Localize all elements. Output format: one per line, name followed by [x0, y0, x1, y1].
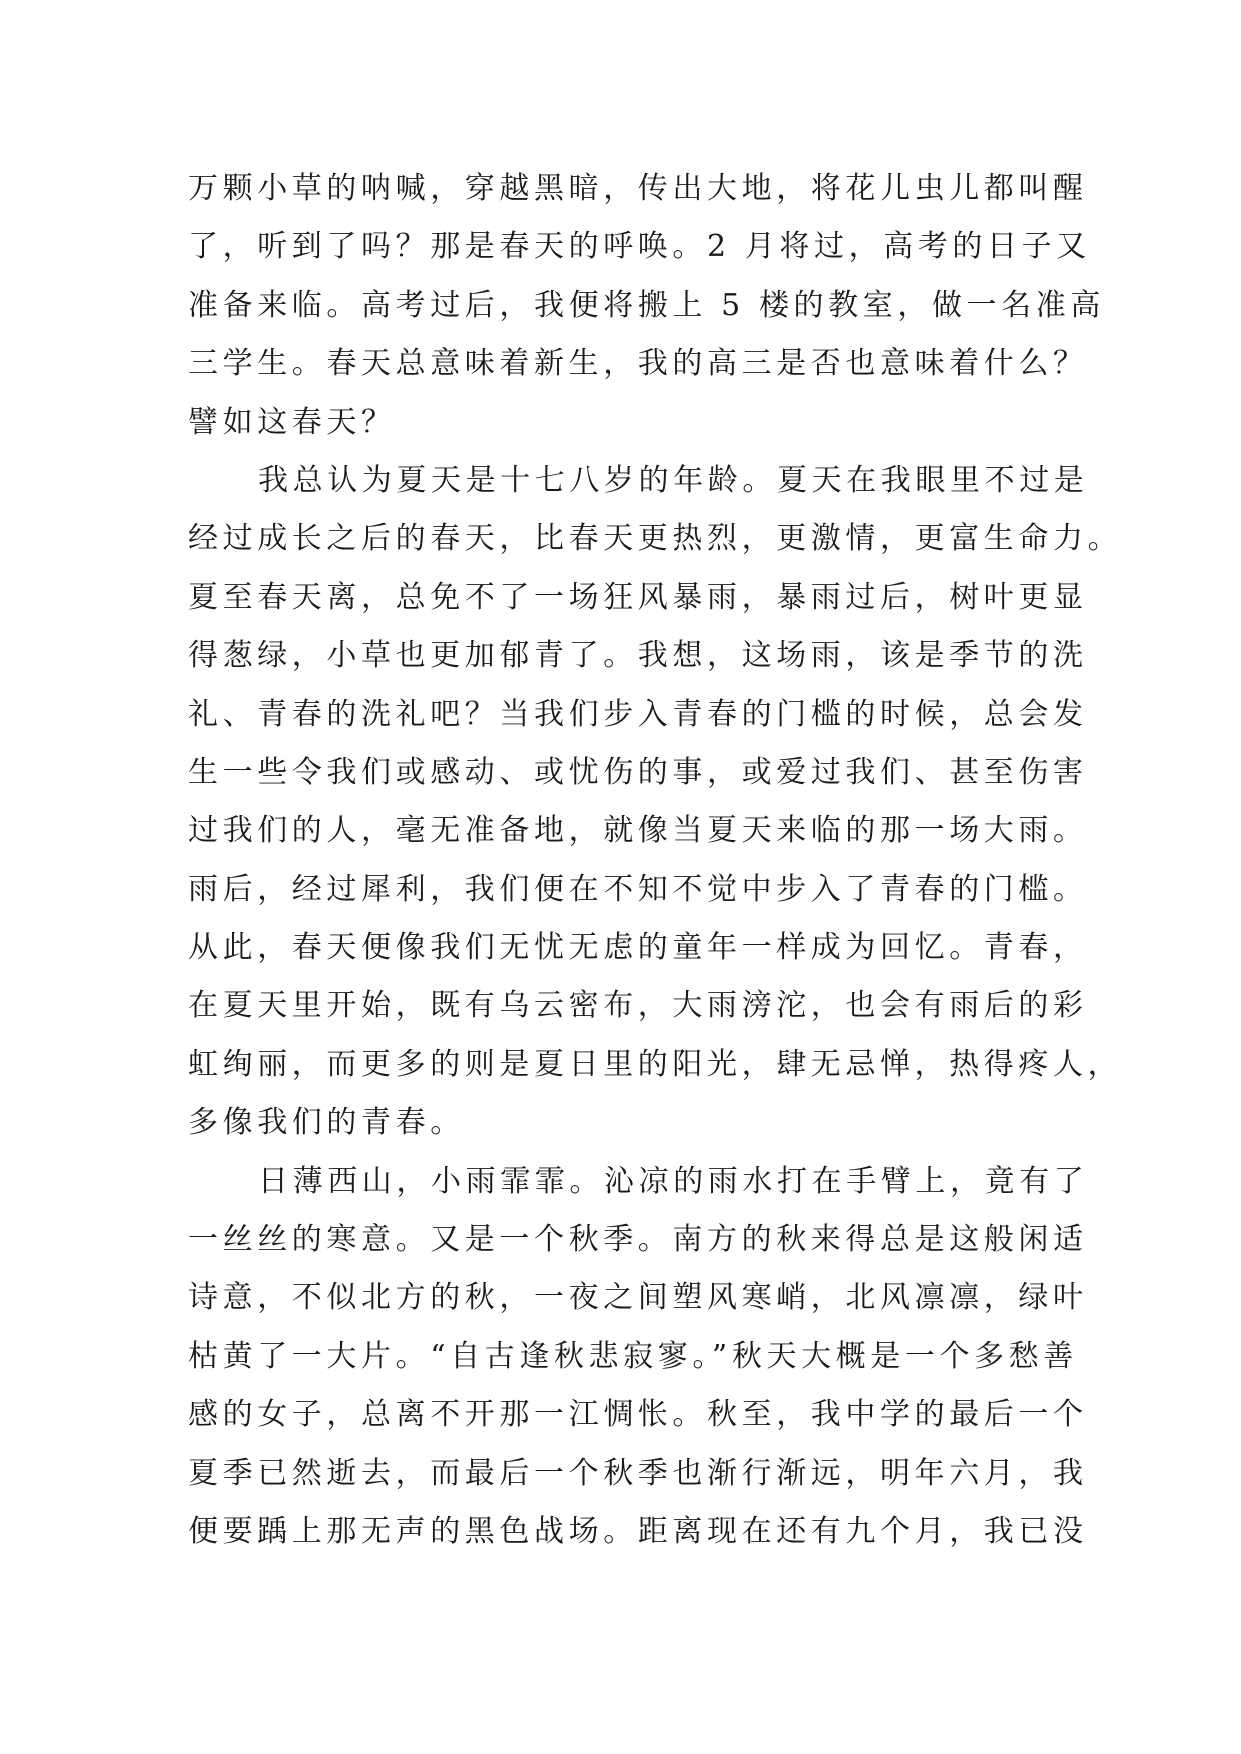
text-line: 过我们的人，毫无准备地，就像当夏天来临的那一场大雨。 — [188, 813, 1088, 849]
text-line: 感的女子，总离不开那一江惆怅。秋至，我中学的最后一个 — [188, 1397, 1088, 1433]
paragraph-first-line: 日薄西山，小雨霏霏。沁凉的雨水打在手臂上，竟有了 — [258, 1163, 1089, 1199]
text-line: 夏季已然逝去，而最后一个秋季也渐行渐远，明年六月，我 — [188, 1455, 1088, 1491]
text-line: 便要踽上那无声的黑色战场。距离现在还有九个月，我已没 — [188, 1513, 1088, 1549]
text-line: 雨后，经过犀利，我们便在不知不觉中步入了青春的门槛。 — [188, 871, 1088, 907]
text-line: 得葱绿，小草也更加郁青了。我想，这场雨，该是季节的洗 — [188, 638, 1088, 674]
text-line: 枯黄了一大片。“自古逢秋悲寂寥。”秋天大概是一个多愁善 — [188, 1338, 1078, 1374]
text-line: 礼、青春的洗礼吧？当我们步入青春的门槛的时候，总会发 — [188, 696, 1088, 732]
text-line: 夏至春天离，总免不了一场狂风暴雨，暴雨过后，树叶更显 — [188, 579, 1088, 615]
text-line: 一丝丝的寒意。又是一个秋季。南方的秋来得总是这般闲适 — [188, 1222, 1088, 1258]
text-line: 万颗小草的呐喊，穿越黑暗，传出大地，将花儿虫儿都叫醒 — [188, 171, 1088, 206]
text-line: 经过成长之后的春天，比春天更热烈，更激情，更富生命力。 — [188, 521, 1123, 557]
text-line: 譬如这春天？ — [188, 404, 396, 440]
text-line: 了，听到了吗？那是春天的呼唤。2 月将过，高考的日子又 — [188, 229, 1091, 265]
text-line: 在夏天里开始，既有乌云密布，大雨滂沱，也会有雨后的彩 — [188, 988, 1088, 1024]
text-line: 诗意，不似北方的秋，一夜之间塑风寒峭，北风凛凛，绿叶 — [188, 1280, 1088, 1316]
text-line: 多像我们的青春。 — [188, 1105, 465, 1141]
text-line: 虹绚丽，而更多的则是夏日里的阳光，肆无忌惮，热得疼人， — [188, 1046, 1123, 1082]
text-line: 准备来临。高考过后，我便将搬上 5 楼的教室，做一名准高 — [188, 287, 1105, 323]
body-text — [188, 160, 1123, 1561]
text-line: 生一些令我们或感动、或忧伤的事，或爱过我们、甚至伤害 — [188, 754, 1088, 790]
paragraph-first-line: 我总认为夏天是十七八岁的年龄。夏天在我眼里不过是 — [258, 462, 1089, 498]
text-line: 从此，春天便像我们无忧无虑的童年一样成为回忆。青春， — [188, 930, 1088, 966]
text-line: 三学生。春天总意味着新生，我的高三是否也意味着什么？ — [188, 346, 1088, 382]
